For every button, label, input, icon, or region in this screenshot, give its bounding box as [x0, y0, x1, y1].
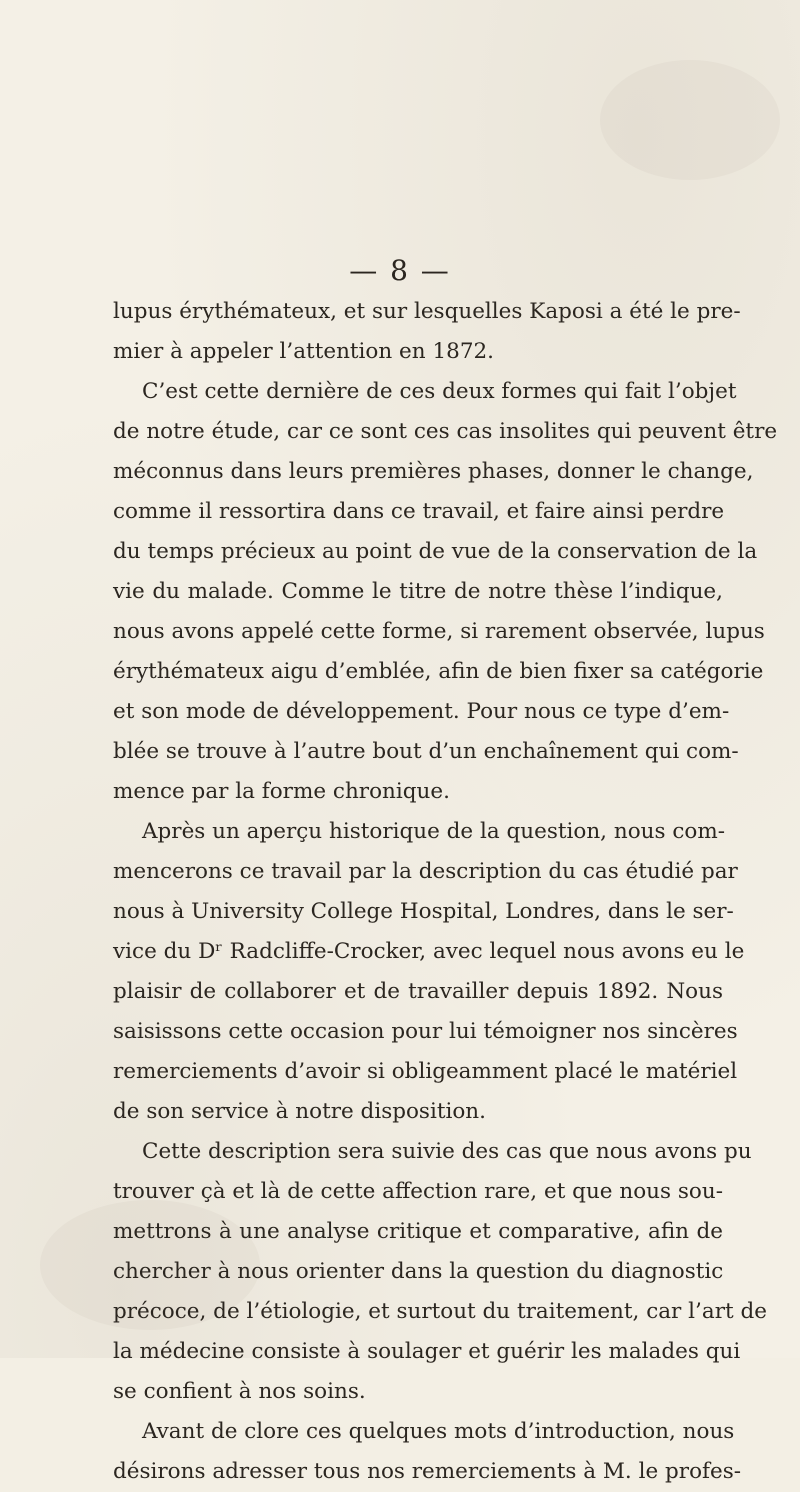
text-line: Avant de clore ces quelques mots d’introduction, nous: [142, 1419, 735, 1444]
text-line: remerciements d’avoir si obligeamment placé le matériel: [113, 1059, 738, 1084]
paper-stain: [600, 60, 780, 180]
text-line: trouver çà et là de cette affection rare, et que nous sou-: [113, 1179, 723, 1204]
text-line: Cette description sera suivie des cas que nous avons pu: [142, 1139, 752, 1164]
text-line: la médecine consiste à soulager et guérir les malades qui: [113, 1339, 741, 1364]
text-line: chercher à nous orienter dans la question du diagnostic: [113, 1259, 724, 1284]
text-line: saisissons cette occasion pour lui témoigner nos sincères: [113, 1019, 738, 1044]
page-number: — 8 —: [349, 254, 451, 287]
text-line: vice du Dʳ Radcliffe-Crocker, avec lequel nous avons eu le: [113, 939, 745, 964]
text-line: blée se trouve à l’autre bout d’un enchaînement qui com-: [113, 739, 739, 764]
text-line: mettrons à une analyse critique et comparative, afin de: [113, 1219, 723, 1244]
text-line: nous avons appelé cette forme, si rarement observée, lupus: [113, 619, 765, 644]
text-line: de son service à notre disposition.: [113, 1099, 486, 1124]
text-line: mencerons ce travail par la description du cas étudié par: [113, 859, 738, 884]
text-line: érythémateux aigu d’emblée, afin de bien fixer sa catégorie: [113, 659, 764, 684]
text-line: méconnus dans leurs premières phases, donner le change,: [113, 459, 754, 484]
text-line: vie du malade. Comme le titre de notre thèse l’indique,: [113, 579, 723, 604]
text-line: lupus érythémateux, et sur lesquelles Kaposi a été le pre-: [113, 299, 741, 324]
text-line: de notre étude, car ce sont ces cas insolites qui peuvent être: [113, 419, 778, 444]
text-line: C’est cette dernière de ces deux formes qui fait l’objet: [142, 379, 737, 404]
text-line: comme il ressortira dans ce travail, et faire ainsi perdre: [113, 499, 725, 524]
text-line: précoce, de l’étiologie, et surtout du traitement, car l’art de: [113, 1299, 767, 1324]
text-line: nous à University College Hospital, Londres, dans le ser-: [113, 899, 734, 924]
text-line: plaisir de collaborer et de travailler depuis 1892. Nous: [113, 979, 723, 1004]
text-line: Après un aperçu historique de la question, nous com-: [142, 819, 725, 844]
body-text: [113, 292, 778, 1492]
text-line: mier à appeler l’attention en 1872.: [113, 339, 495, 364]
text-line: du temps précieux au point de vue de la conservation de la: [113, 539, 758, 564]
text-line: et son mode de développement. Pour nous ce type d’em-: [113, 699, 730, 724]
text-line: désirons adresser tous nos remerciements à M. le profes-: [113, 1459, 742, 1484]
text-line: se confient à nos soins.: [113, 1379, 366, 1404]
text-line: mence par la forme chronique.: [113, 779, 450, 804]
